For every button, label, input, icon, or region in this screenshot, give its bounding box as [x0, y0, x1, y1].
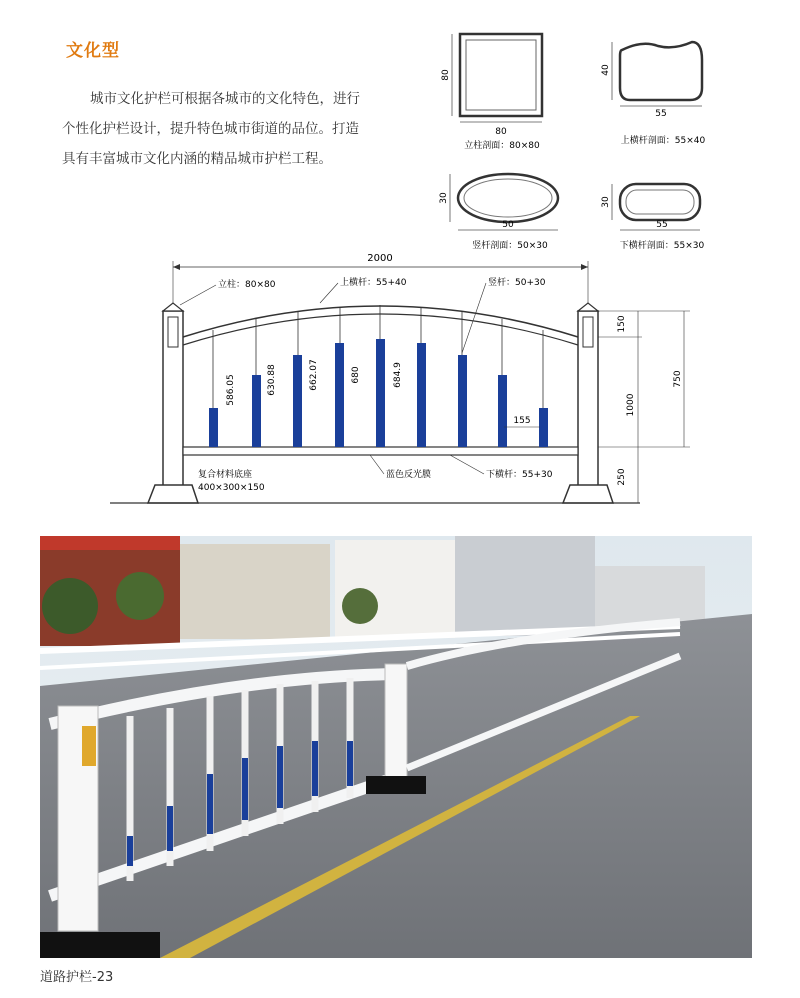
dim-middle: 750 [673, 370, 683, 388]
intro-paragraph: 城市文化护栏可根据各城市的文化特色，进行个性化护栏设计，提升特色城市街道的品位。打造具有丰富城市文化内涵的精品城市护栏工程。 [62, 91, 360, 167]
top-rail-profile [601, 42, 705, 146]
balusters [209, 305, 548, 447]
baluster-profile [439, 174, 558, 251]
page-number-label: 道路护栏-23 [40, 970, 114, 985]
height-label-3: 662.07 [309, 359, 319, 391]
baluster-profile-width: 50 [502, 220, 514, 230]
right-post [563, 303, 613, 503]
top-rail-profile-height: 40 [601, 64, 611, 76]
base-callout-line-2: 400×300×150 [198, 483, 265, 493]
spacing-label: 155 [513, 416, 531, 426]
baluster-3 [293, 311, 302, 447]
base-callout-line-1: 复合材料底座 [198, 470, 253, 480]
top-rail-callout: 上横杆：55+40 [340, 278, 407, 288]
profile-sections [430, 20, 730, 260]
baluster-callout: 竖杆：50+30 [488, 278, 546, 288]
overall-width-label: 2000 [367, 253, 393, 264]
post-profile [441, 34, 542, 151]
dim-bottom: 250 [617, 468, 627, 486]
top-rail-profile-caption: 上横杆剖面：55×40 [620, 136, 706, 146]
height-label-5: 684.9 [393, 362, 403, 388]
baluster-9 [539, 330, 548, 447]
baluster-2 [252, 319, 261, 447]
baluster-8 [498, 319, 507, 447]
top-rail-profile-width: 55 [655, 109, 667, 119]
post-profile-height: 80 [441, 69, 451, 81]
height-label-4: 680 [351, 366, 361, 384]
street-photo [40, 536, 752, 958]
intro-text [62, 84, 362, 174]
post-profile-width: 80 [495, 127, 507, 137]
baluster-4 [335, 307, 344, 447]
bottom-rail-profile [601, 184, 704, 251]
bottom-rail-profile-width: 55 [656, 220, 668, 230]
dim-top: 150 [617, 315, 627, 333]
height-label-2: 630.88 [267, 364, 277, 396]
reflective-film-callout: 蓝色反光膜 [386, 470, 432, 480]
bottom-rail-profile-height: 30 [601, 196, 611, 208]
height-label-1: 586.05 [226, 374, 236, 406]
bottom-rail-callout: 下横杆：55+30 [486, 470, 553, 480]
section-title: 文化型 [66, 41, 120, 61]
baluster-profile-height: 30 [439, 192, 449, 204]
post-profile-caption: 立柱剖面：80×80 [464, 141, 540, 151]
bottom-rail-profile-caption: 下横杆剖面：55×30 [619, 241, 705, 251]
baluster-6 [417, 307, 426, 447]
post-callout: 立柱：80×80 [218, 280, 276, 290]
baluster-profile-caption: 竖杆剖面：50×30 [472, 241, 548, 251]
baluster-1 [209, 330, 218, 447]
baluster-5 [376, 305, 385, 447]
baluster-7 [458, 311, 467, 447]
dim-total: 1000 [626, 393, 636, 417]
left-post [148, 303, 198, 503]
guardrail-elevation-drawing [100, 245, 720, 520]
